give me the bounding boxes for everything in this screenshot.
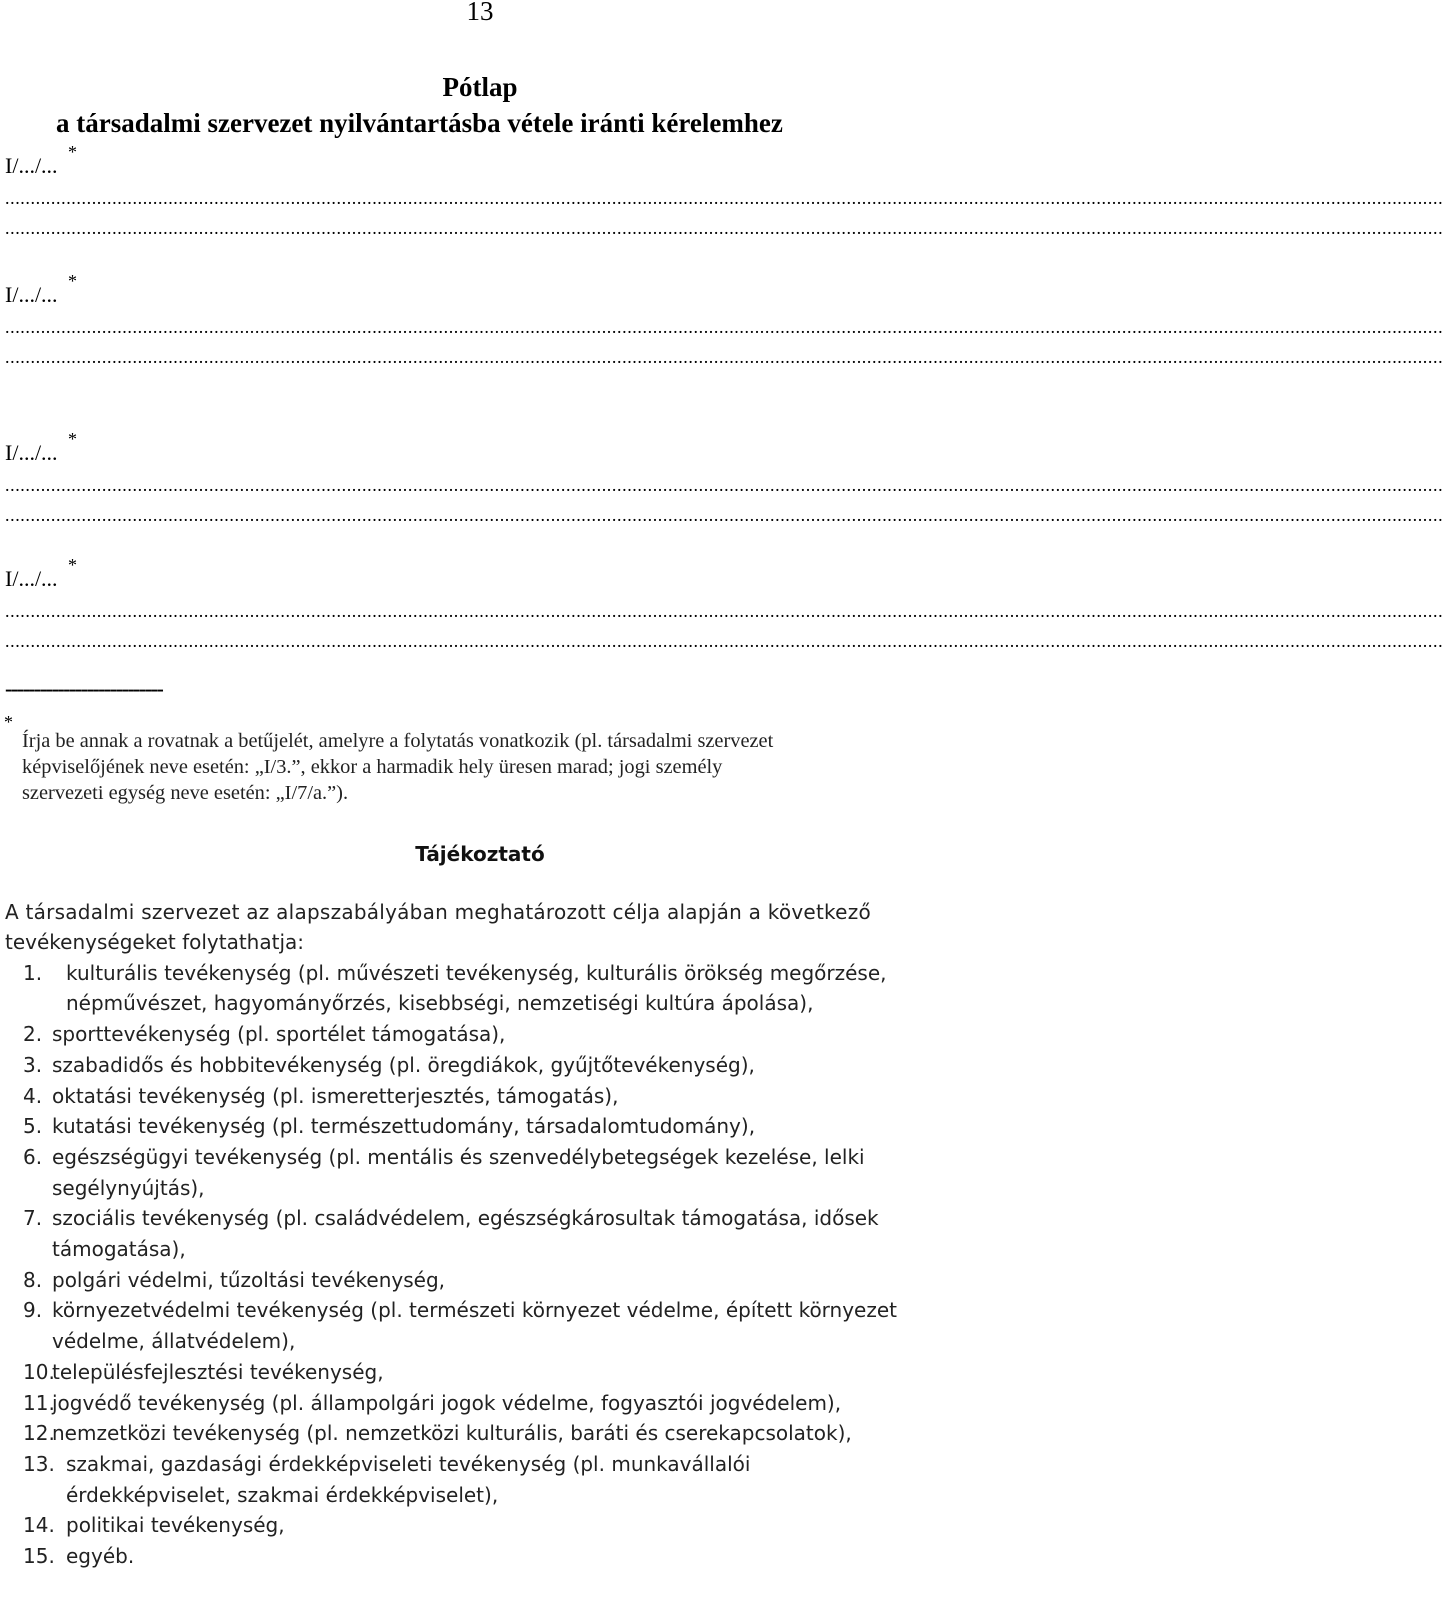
list-item-number: 4. bbox=[23, 1083, 43, 1108]
list-item-continuation bbox=[0, 988, 960, 1019]
page-subtitle: a társadalmi szervezet nyilvántartásba vétele iránti kérelemhez bbox=[56, 108, 783, 138]
page-title: Pótlap bbox=[442, 72, 518, 102]
list-item bbox=[0, 1265, 960, 1296]
list-item-text: népművészet, hagyományőrzés, kisebbségi, nemzetiségi kultúra ápolása), bbox=[66, 991, 814, 1016]
list-item-number: 3. bbox=[23, 1052, 43, 1077]
entry-code-text: I/.../... bbox=[5, 566, 58, 591]
footnote-line: szervezeti egység neve esetén: „I/7/a.”). bbox=[22, 782, 349, 804]
list-item-number: 8. bbox=[23, 1267, 43, 1292]
fill-in-dotted-line: .......................................................................................................................................................................................................................................................................................... bbox=[5, 188, 1443, 208]
list-item-text: környezetvédelmi tevékenység (pl. természeti környezet védelme, épített környezet bbox=[52, 1298, 898, 1323]
activity-list bbox=[0, 927, 960, 1572]
list-item-number: 1. bbox=[23, 960, 43, 985]
footnote-reference-mark: * bbox=[68, 271, 77, 291]
page-number: 13 bbox=[466, 0, 494, 26]
list-item-text: egyéb. bbox=[66, 1544, 135, 1569]
list-item bbox=[0, 1019, 960, 1050]
list-item-text: szabadidős és hobbitevékenység (pl. öregdiákok, gyűjtőtevékenység), bbox=[52, 1052, 755, 1077]
list-item bbox=[0, 1357, 960, 1388]
fill-in-dotted-line: .......................................................................................................................................................................................................................................................................................... bbox=[5, 631, 1443, 651]
info-heading: Tájékoztató bbox=[415, 842, 545, 866]
footnote-separator: --------------------------- bbox=[5, 676, 163, 701]
footnote-mark: * bbox=[4, 712, 13, 732]
list-item-text: jogvédő tevékenység (pl. állampolgári jogok védelme, fogyasztói jogvédelem), bbox=[52, 1390, 842, 1415]
intro-line-item bbox=[0, 927, 960, 958]
list-item bbox=[0, 1541, 960, 1572]
list-item-number: 9. bbox=[23, 1298, 43, 1323]
continuation-entry bbox=[5, 142, 1443, 238]
entry-code bbox=[5, 142, 947, 178]
list-item bbox=[0, 1388, 960, 1419]
list-item-continuation bbox=[0, 1173, 960, 1204]
entry-code-text: I/.../... bbox=[5, 153, 58, 178]
list-item-number: 5. bbox=[23, 1114, 43, 1139]
fill-in-dotted-line: .......................................................................................................................................................................................................................................................................................... bbox=[5, 505, 1443, 525]
intro-line: tevékenységeket folytathatja: bbox=[5, 930, 305, 954]
info-intro bbox=[5, 897, 949, 927]
list-item-text: támogatása), bbox=[52, 1237, 186, 1262]
list-item-number: 10. bbox=[23, 1359, 55, 1384]
list-item-number: 14. bbox=[23, 1513, 55, 1538]
list-item bbox=[0, 1418, 960, 1449]
list-item bbox=[0, 1203, 960, 1234]
list-item-text: érdekképviselet, szakmai érdekképviselet), bbox=[66, 1482, 499, 1507]
list-item-text: oktatási tevékenység (pl. ismeretterjesztés, támogatás), bbox=[52, 1083, 619, 1108]
list-item bbox=[0, 1449, 960, 1480]
footnote-line: képviselőjének neve esetén: „I/3.”, ekkor a harmadik hely üresen marad; jogi személy bbox=[22, 756, 723, 778]
intro-line: A társadalmi szervezet az alapszabályában meghatározott célja alapján a következő bbox=[5, 900, 871, 924]
list-item-text: védelme, állatvédelem), bbox=[52, 1329, 296, 1354]
list-item-text: kutatási tevékenység (pl. természettudomány, társadalomtudomány), bbox=[52, 1114, 756, 1139]
fill-in-dotted-line: .......................................................................................................................................................................................................................................................................................... bbox=[5, 317, 1443, 337]
list-item-text: nemzetközi tevékenység (pl. nemzetközi kulturális, baráti és cserekapcsolatok), bbox=[52, 1421, 852, 1446]
entry-code-text: I/.../... bbox=[5, 282, 58, 307]
list-item-continuation bbox=[0, 1234, 960, 1265]
list-item-text: politikai tevékenység, bbox=[66, 1513, 285, 1538]
entry-code bbox=[5, 271, 947, 307]
list-item bbox=[0, 1081, 960, 1112]
list-item-text: egészségügyi tevékenység (pl. mentális és szenvedélybetegségek kezelése, lelki bbox=[52, 1144, 865, 1169]
entry-code bbox=[5, 555, 947, 591]
list-item-text: településfejlesztési tevékenység, bbox=[52, 1359, 384, 1384]
list-item bbox=[0, 1142, 960, 1173]
list-item-number: 13. bbox=[23, 1451, 55, 1476]
continuation-entry bbox=[5, 271, 1443, 367]
list-item-continuation bbox=[0, 1326, 960, 1357]
continuation-entry bbox=[5, 429, 1443, 525]
list-item-text: sporttevékenység (pl. sportélet támogatása), bbox=[52, 1022, 506, 1047]
list-item-text: szakmai, gazdasági érdekképviseleti tevékenység (pl. munkavállalói bbox=[66, 1451, 751, 1476]
list-item bbox=[0, 1295, 960, 1326]
footnote-reference-mark: * bbox=[68, 429, 77, 449]
list-item-number: 15. bbox=[23, 1544, 55, 1569]
list-item-number: 6. bbox=[23, 1144, 43, 1169]
footnote-line: Írja be annak a rovatnak a betűjelét, amelyre a folytatás vonatkozik (pl. társadalmi szervezet bbox=[22, 730, 774, 752]
list-item-number: 7. bbox=[23, 1206, 43, 1231]
list-item bbox=[0, 1050, 960, 1081]
list-item-continuation bbox=[0, 1480, 960, 1511]
continuation-entry bbox=[5, 555, 1443, 651]
footnote-reference-mark: * bbox=[68, 555, 77, 575]
list-item-number: 2. bbox=[23, 1022, 43, 1047]
fill-in-dotted-line: .......................................................................................................................................................................................................................................................................................... bbox=[5, 601, 1443, 621]
list-item-text: szociális tevékenység (pl. családvédelem, egészségkárosultak támogatása, idősek bbox=[52, 1206, 879, 1231]
footnote-reference-mark: * bbox=[68, 142, 77, 162]
list-item bbox=[0, 1111, 960, 1142]
list-item bbox=[0, 958, 960, 989]
fill-in-dotted-line: .......................................................................................................................................................................................................................................................................................... bbox=[5, 347, 1443, 367]
list-item bbox=[0, 1510, 960, 1541]
list-item-text: segélynyújtás), bbox=[52, 1175, 205, 1200]
entry-code bbox=[5, 429, 947, 465]
list-item-text: polgári védelmi, tűzoltási tevékenység, bbox=[52, 1267, 446, 1292]
footnote-text bbox=[22, 728, 952, 806]
fill-in-dotted-line: .......................................................................................................................................................................................................................................................................................... bbox=[5, 218, 1443, 238]
list-item-number: 12. bbox=[23, 1421, 55, 1446]
list-item-number: 11. bbox=[23, 1390, 55, 1415]
entry-code-text: I/.../... bbox=[5, 440, 58, 465]
fill-in-dotted-line: .......................................................................................................................................................................................................................................................................................... bbox=[5, 475, 1443, 495]
list-item-text: kulturális tevékenység (pl. művészeti tevékenység, kulturális örökség megőrzése, bbox=[66, 960, 887, 985]
